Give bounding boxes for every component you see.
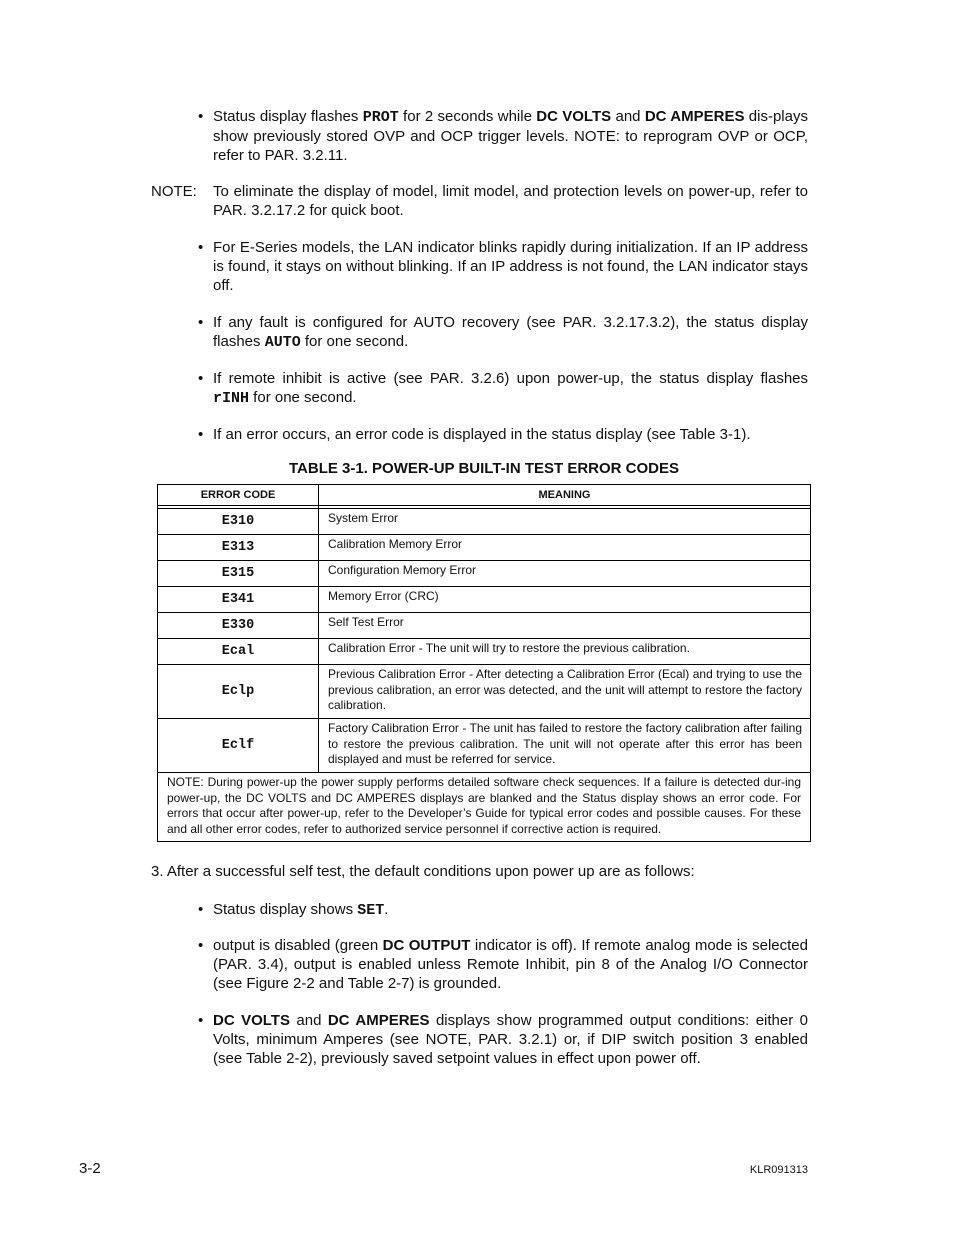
bullet-dot: •	[198, 1012, 204, 1029]
bullet-prot-text: Status display flashes PROT for 2 seconds while DC VOLTS and DC AMPERES dis-plays show previously stored OVP and OCP trigger levels. NOTE: to reprogram OVP or OCP, refer to PAR. 3.2.11.	[213, 108, 808, 164]
error-code: Ecal	[158, 639, 319, 665]
header-error-code: ERROR CODE	[158, 485, 319, 506]
error-meaning: Configuration Memory Error	[319, 561, 811, 587]
error-meaning: Factory Calibration Error - The unit has failed to restore the factory calibration after failing to restore the previous calibration. The unit will not operate after this error has been displayed and must be referred for service.	[319, 719, 811, 773]
step-3-text: 3. After a successful self test, the default conditions upon power up are as follows:	[151, 863, 695, 880]
error-code: E313	[158, 535, 319, 561]
bullet-dot: •	[198, 426, 204, 443]
error-meaning: Previous Calibration Error - After detecting a Calibration Error (Ecal) and trying to use the previous calibration, an error was detected, and the unit will attempt to restore the factory calibration.	[319, 665, 811, 719]
error-code: E341	[158, 587, 319, 613]
bullet-dc-text: DC VOLTS and DC AMPERES displays show programmed output conditions: either 0 Volts, minimum Amperes (see NOTE, PAR. 3.2.1) or, if DIP switch position 3 enabled (see Table 2-2), previously saved setpoint values in effect upon power off.	[213, 1012, 808, 1067]
code-set: SET	[357, 902, 385, 919]
bullet-output-text: output is disabled (green DC OUTPUT indicator is off). If remote analog mode is selected (PAR. 3.4), output is enabled unless Remote Inhibit, pin 8 of the Analog I/O Connector (see Figure 2-2 and Table 2-7) is grounded.	[213, 937, 808, 992]
error-code: E310	[158, 509, 319, 535]
bullet-dot: •	[198, 901, 204, 918]
code-prot: PROT	[362, 109, 399, 126]
error-code: Eclp	[158, 665, 319, 719]
table-note: NOTE: During power-up the power supply performs detailed software check sequences. If a failure is detected dur-ing power-up, the DC VOLTS and DC AMPERES displays are blanked and the Status display shows an error code. For errors that occur after power-up, refer to the Developer’s Guide for typical error codes and possible causes. For these and all other error codes, refer to authorized service personnel if corrective action is required.	[158, 773, 811, 842]
table-row	[158, 587, 811, 613]
bullet-auto-text: If any fault is configured for AUTO recovery (see PAR. 3.2.17.3.2), the status display flashes AUTO for one second.	[213, 314, 808, 351]
note-label: NOTE:	[151, 183, 197, 200]
bullet-dot: •	[198, 108, 204, 125]
error-meaning: Calibration Error - The unit will try to restore the previous calibration.	[319, 639, 811, 665]
table-note-row	[158, 773, 811, 842]
table-row	[158, 535, 811, 561]
bullet-dot: •	[198, 937, 204, 954]
table-row	[158, 719, 811, 773]
error-code: E315	[158, 561, 319, 587]
bullet-dot: •	[198, 314, 204, 331]
header-meaning: MEANING	[319, 485, 811, 506]
bullet-lan-text: For E-Series models, the LAN indicator blinks rapidly during initialization. If an IP address is found, it stays on without blinking. If an IP address is not found, the LAN indicator stays off.	[213, 239, 808, 294]
error-meaning: Self Test Error	[319, 613, 811, 639]
note-text: To eliminate the display of model, limit model, and protection levels on power-up, refer to PAR. 3.2.17.2 for quick boot.	[213, 183, 808, 219]
table-row	[158, 665, 811, 719]
table-row	[158, 561, 811, 587]
error-meaning: Memory Error (CRC)	[319, 587, 811, 613]
table-header-row	[158, 485, 811, 506]
bullet-set-text: Status display shows SET.	[213, 901, 389, 919]
code-auto: AUTO	[264, 334, 301, 351]
bullet-rinh-text: If remote inhibit is active (see PAR. 3.2.6) upon power-up, the status display flashes rINH for one second.	[213, 370, 808, 407]
table-title: TABLE 3-1. POWER-UP BUILT-IN TEST ERROR CODES	[288, 460, 680, 477]
error-code: E330	[158, 613, 319, 639]
error-meaning: System Error	[319, 509, 811, 535]
table-row	[158, 613, 811, 639]
error-code-table	[157, 484, 811, 842]
code-rinh: rINH	[213, 390, 250, 407]
bullet-dot: •	[198, 370, 204, 387]
document-id: KLR091313	[749, 1164, 808, 1176]
bullet-dot: •	[198, 239, 204, 256]
error-meaning: Calibration Memory Error	[319, 535, 811, 561]
table-row	[158, 509, 811, 535]
table-row	[158, 639, 811, 665]
page-number: 3-2	[79, 1160, 101, 1177]
error-code: Eclf	[158, 719, 319, 773]
bullet-error-text: If an error occurs, an error code is displayed in the status display (see Table 3-1).	[213, 426, 751, 443]
